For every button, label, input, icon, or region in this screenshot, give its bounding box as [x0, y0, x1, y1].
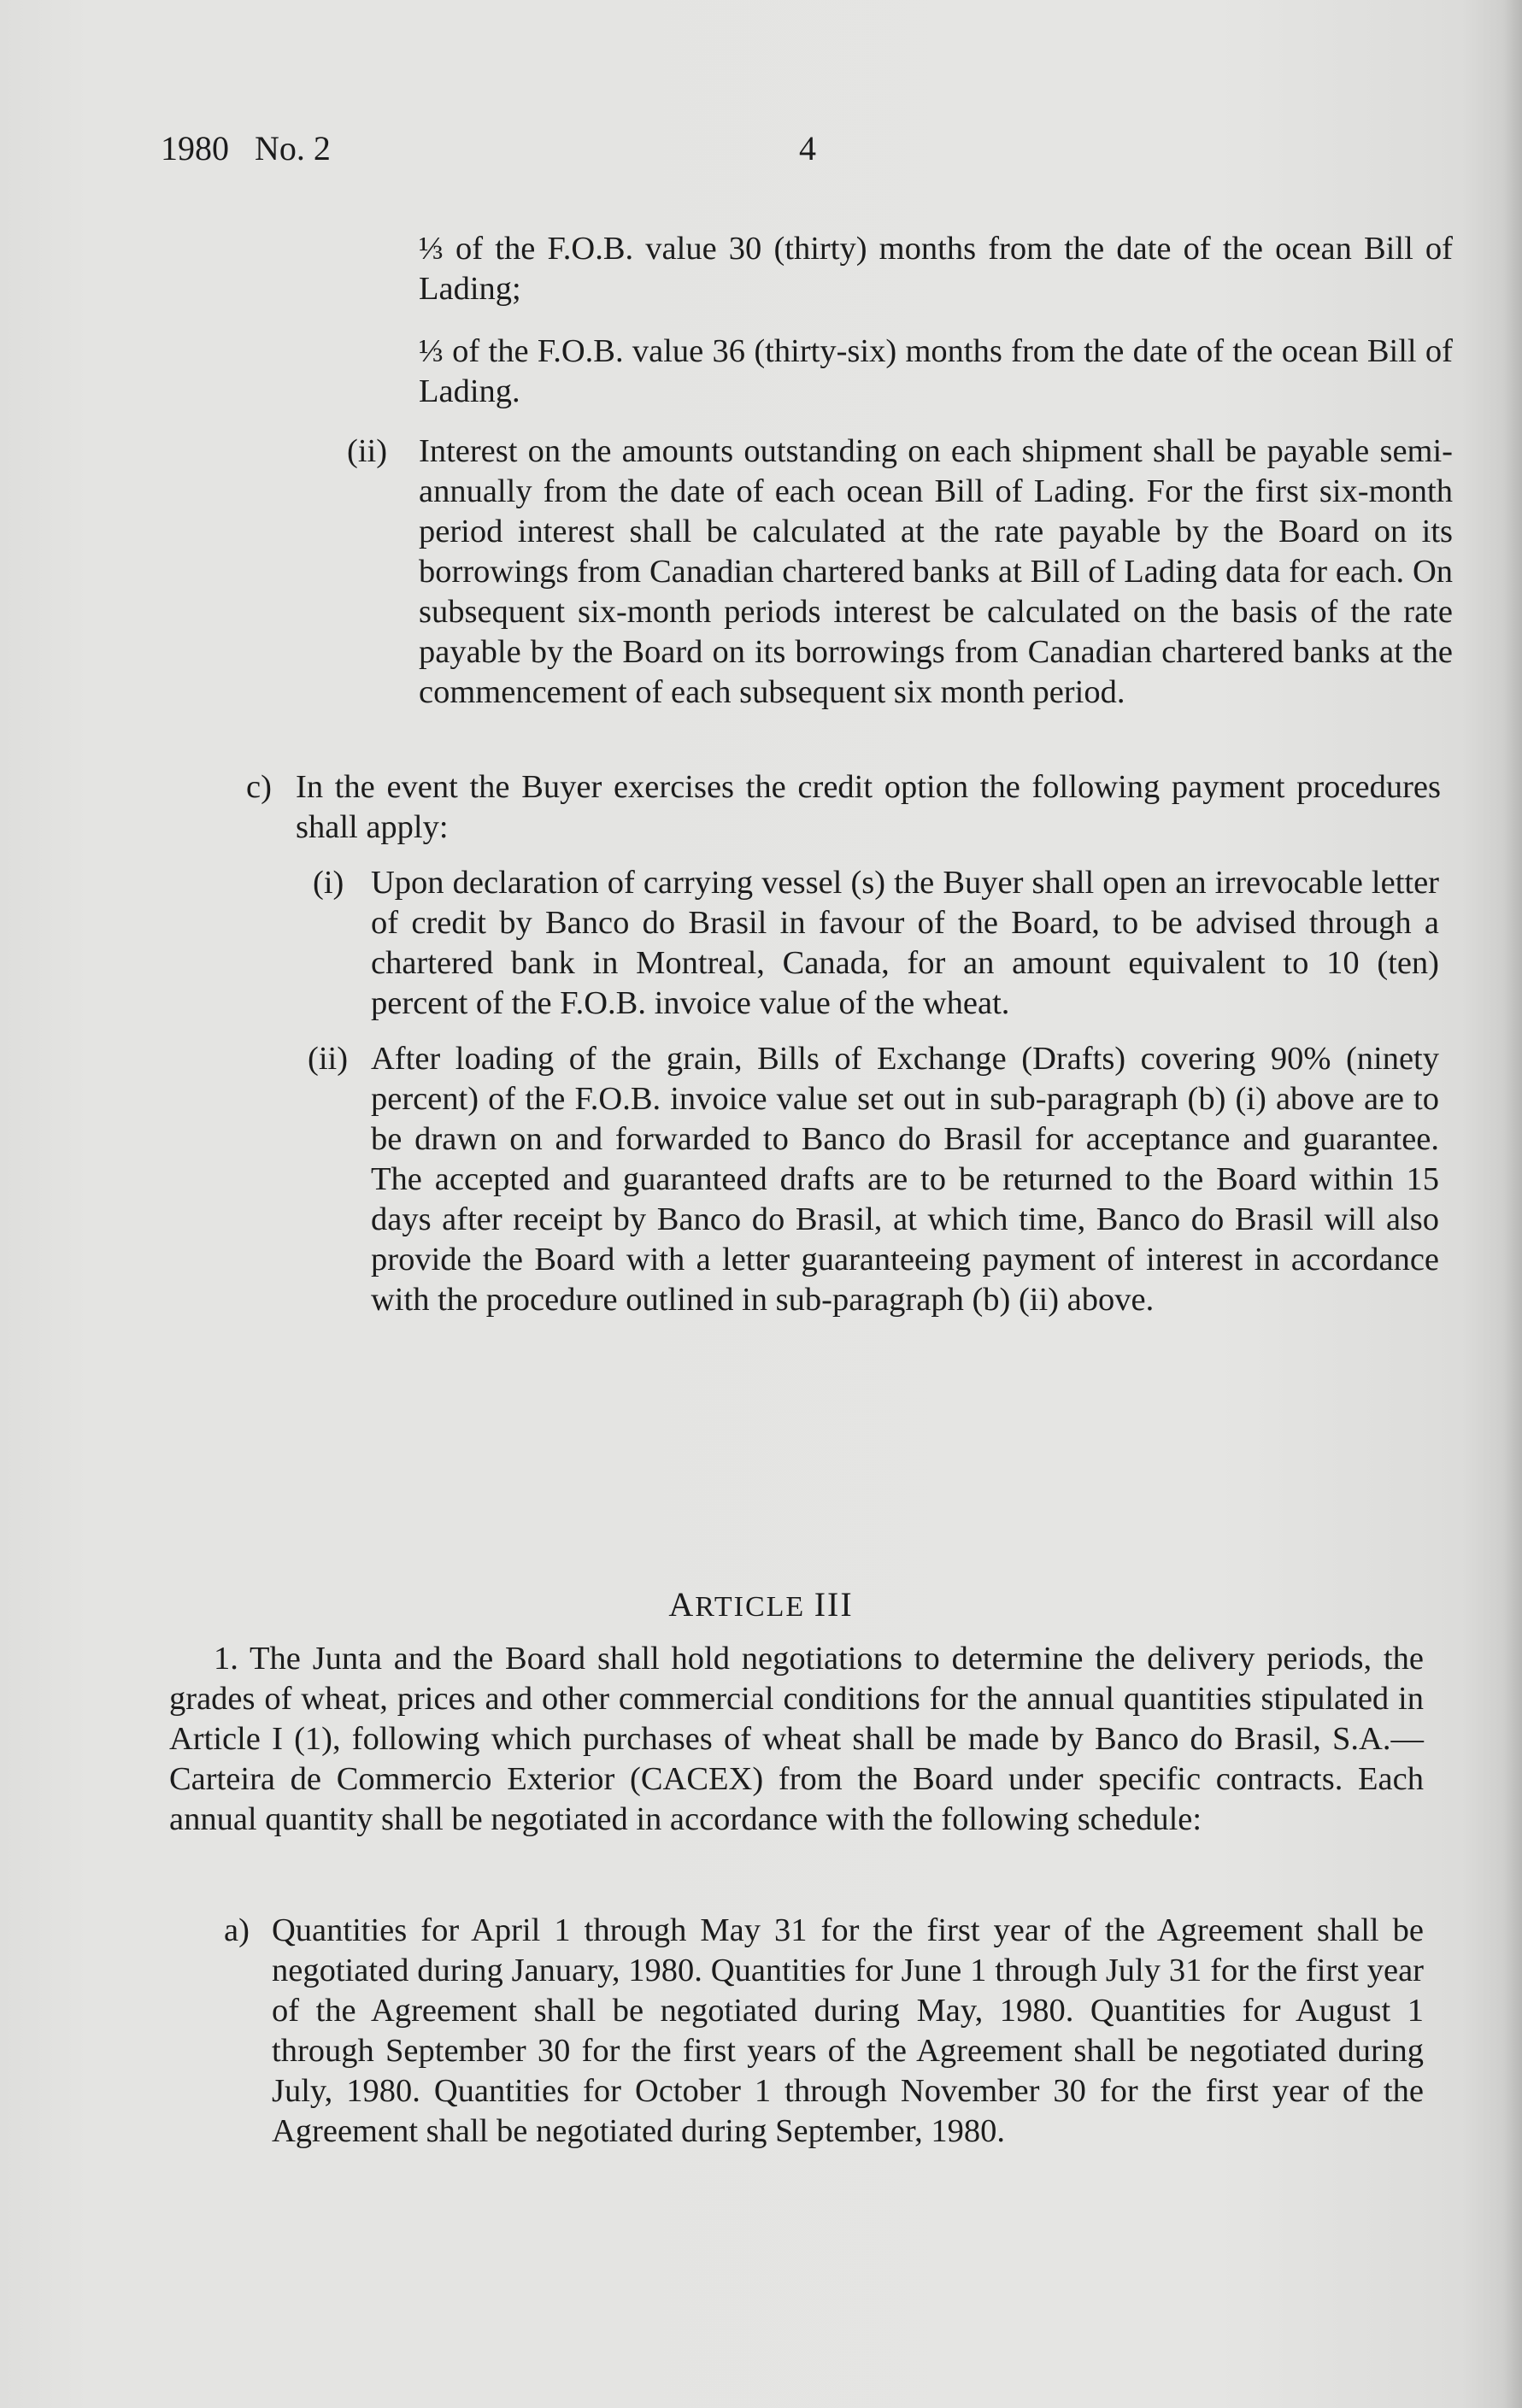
header-year-number: 1980 No. 2 [161, 129, 331, 167]
page-header [161, 128, 816, 168]
installment-30-months: ⅓ of the F.O.B. value 30 (thirty) months from the date of the ocean Bill of Lading; [419, 231, 1453, 307]
c-credit-option-text: In the event the Buyer exercises the credit option the following payment procedures shall apply: [296, 769, 1441, 845]
article-para-1: 1. The Junta and the Board shall hold negotiations to determine the delivery periods, the grades of wheat, prices and other commercial conditions for the annual quantities stipulated in Article I (1), following which purchases of wheat shall be made by Banco do Brasil, S.A.—Carteira de Commercio Exterior (CACEX) from the Board under specific contracts. Each annual quantity shall be negotiated in accordance with the following schedule: [169, 1641, 1424, 1837]
a-schedule-text: Quantities for April 1 through May 31 for the first year of the Agreement shall be negotiated during January, 1980. Quantities for June 1 through July 31 for the first year of the Agreement shall be negotiated during May, 1980. Quantities for August 1 through September 30 for the first years of the Agreement shall be negotiated during July, 1980. Quantities for October 1 through November 30 for the first year of the Agreement shall be negotiated during September, 1980. [272, 1912, 1424, 2149]
c-i-letter-of-credit-text: Upon declaration of carrying vessel (s) the Buyer shall open an irrevocable letter of credit by Banco do Brasil in favour of the Board, to be advised through a chartered bank in Montreal, Canada, for an amount equivalent to 10 (ten) percent of the F.O.B. invoice value of the wheat. [371, 865, 1439, 1021]
page-edge-shadow [1503, 0, 1522, 2408]
article-heading: ARTICLE III [668, 1585, 854, 1624]
b-ii-marker: (ii) [347, 433, 388, 469]
installment-36-months: ⅓ of the F.O.B. value 36 (thirty-six) months from the date of the ocean Bill of Lading. [419, 333, 1453, 409]
c-marker: c) [246, 769, 272, 805]
c-i-marker: (i) [313, 865, 344, 901]
header-page-number: 4 [799, 129, 816, 167]
c-ii-marker: (ii) [308, 1041, 349, 1077]
c-ii-bills-of-exchange-text: After loading of the grain, Bills of Exchange (Drafts) covering 90% (ninety percent) of the F.O.B. invoice value set out in sub-paragraph (b) (i) above are to be drawn on and forwarded to Banco do Brasil for acceptance and guarantee. The accepted and guaranteed drafts are to be returned to the Board within 15 days after receipt by Banco do Brasil, at which time, Banco do Brasil will also provide the Board with a letter guaranteeing payment of interest in accordance with the procedure outlined in sub-paragraph (b) (ii) above. [371, 1041, 1439, 1318]
b-ii-interest-text: Interest on the amounts outstanding on each shipment shall be payable semi-annually from the date of each ocean Bill of Lading. For the first six-month period interest shall be calculated at the rate payable by the Board on its borrowings from Canadian chartered banks at Bill of Lading data for each. On subsequent six-month periods interest be calculated on the basis of the rate payable by the Board on its borrowings from Canadian chartered banks at the commencement of each subsequent six month period. [419, 433, 1453, 710]
a-marker: a) [224, 1912, 250, 1948]
